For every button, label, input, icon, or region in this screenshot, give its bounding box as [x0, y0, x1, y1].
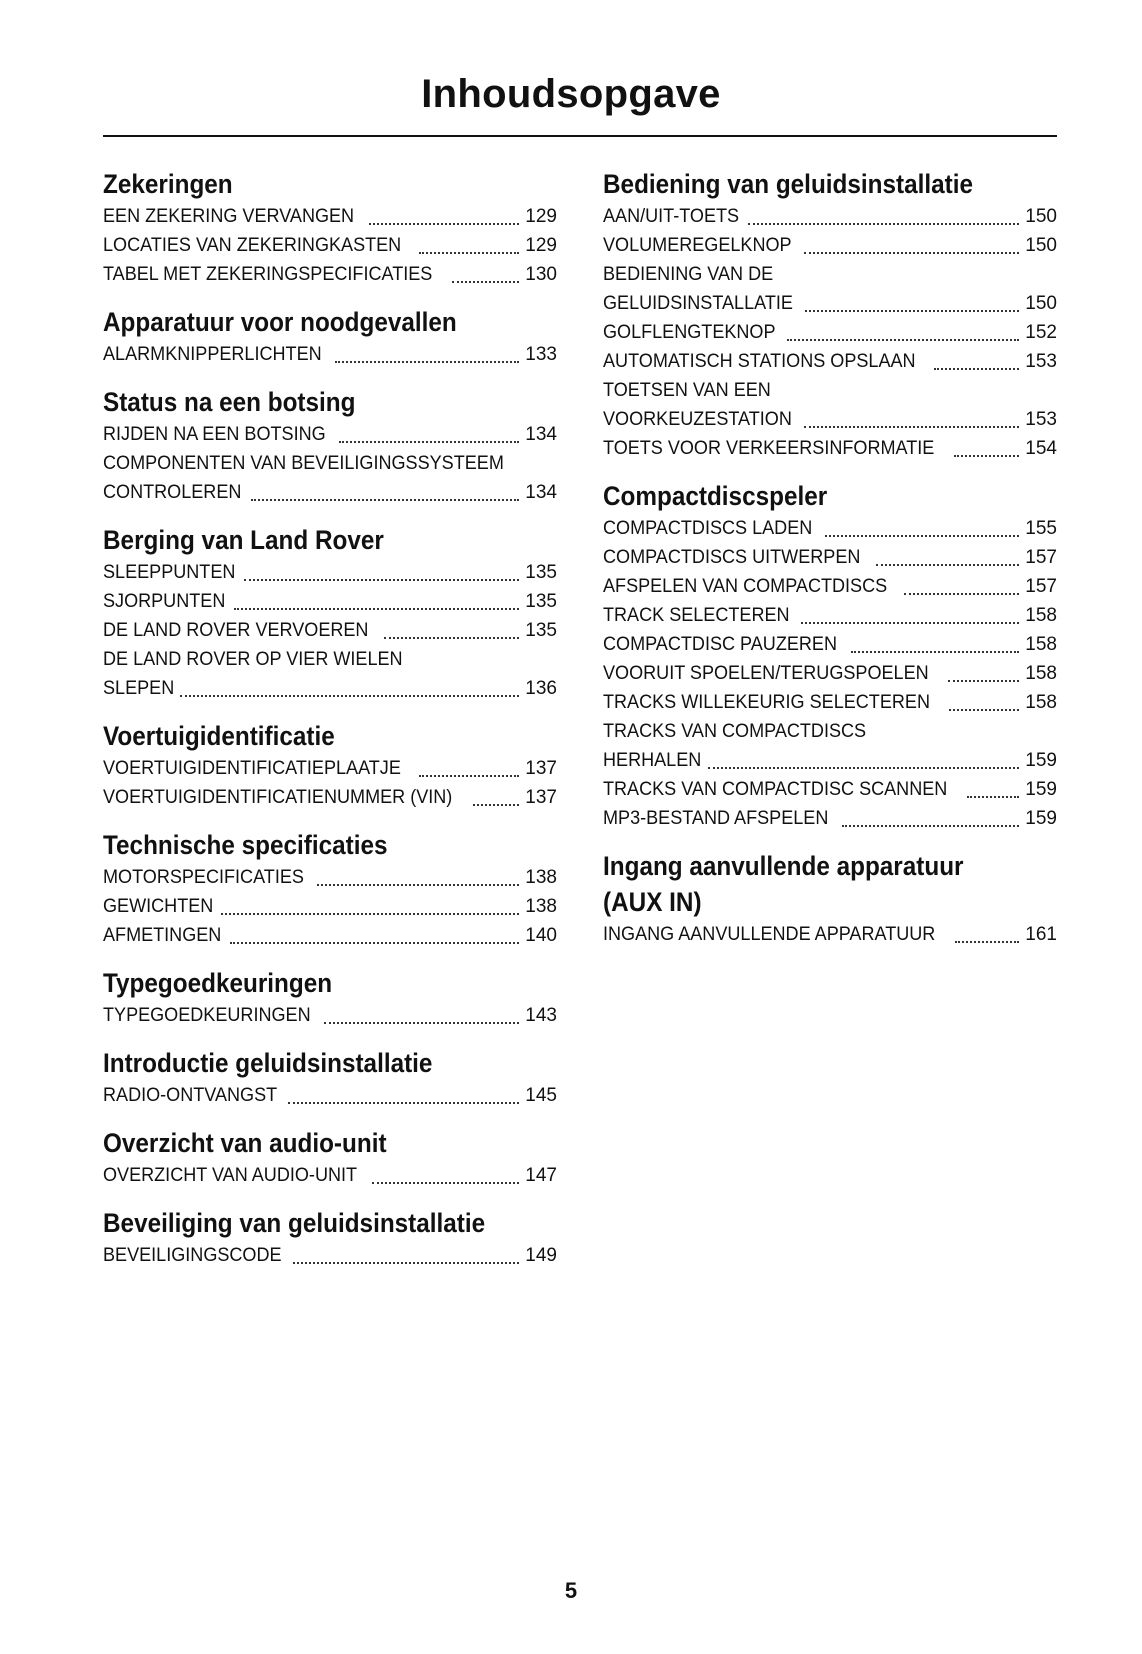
entry-label: SLEPEN	[103, 678, 175, 699]
dot-leader	[842, 819, 1019, 827]
entry-row	[603, 572, 1057, 601]
entry-page-number: 152	[1025, 322, 1057, 343]
toc-entry[interactable]	[603, 688, 1057, 717]
entry-row	[603, 601, 1057, 630]
page-number: 5	[564, 1578, 578, 1603]
toc-entry[interactable]	[103, 1241, 557, 1270]
entry-row	[603, 434, 1057, 463]
entry-page-number: 130	[525, 264, 557, 285]
entry-page-number: 134	[525, 424, 557, 445]
entry-row	[103, 558, 557, 587]
entry-page-number: 153	[1025, 409, 1057, 430]
toc-entry[interactable]	[103, 892, 557, 921]
toc-entry[interactable]	[603, 318, 1057, 347]
entry-page-number: 158	[1025, 663, 1057, 684]
entry-page-number: 134	[525, 482, 557, 503]
toc-entry[interactable]	[103, 558, 557, 587]
entry-label: VOORUIT SPOELEN/TERUGSPOELEN	[603, 663, 929, 684]
entry-page-number: 137	[525, 787, 557, 808]
entry-row	[103, 674, 557, 703]
toc-entry[interactable]	[103, 783, 557, 812]
entry-row	[603, 514, 1057, 543]
toc-entry[interactable]	[103, 587, 557, 616]
entry-label: SJORPUNTEN	[103, 591, 226, 612]
toc-entry[interactable]	[603, 804, 1057, 833]
entry-page-number: 158	[1025, 692, 1057, 713]
dot-leader	[804, 420, 1019, 428]
entry-list	[103, 1081, 557, 1110]
entry-row	[603, 543, 1057, 572]
entry-row	[103, 754, 557, 783]
entry-list	[103, 1161, 557, 1190]
toc-entry[interactable]	[603, 202, 1057, 231]
entry-list	[103, 863, 557, 950]
toc-entry[interactable]	[103, 754, 557, 783]
entry-row	[103, 1161, 557, 1190]
dot-leader	[293, 1256, 519, 1264]
toc-section	[103, 522, 557, 703]
section-heading: Beveiliging van geluidsinstallatie	[103, 1208, 486, 1238]
toc-entry[interactable]	[103, 1081, 557, 1110]
section-heading: Compactdiscspeler	[603, 481, 828, 511]
dot-leader	[954, 449, 1019, 457]
toc-section	[103, 384, 557, 507]
entry-label: TABEL MET ZEKERINGSPECIFICATIES	[103, 264, 433, 285]
toc-entry[interactable]	[603, 543, 1057, 572]
entry-page-number: 161	[1025, 924, 1057, 945]
entry-page-number: 149	[525, 1245, 557, 1266]
entry-label: VOERTUIGIDENTIFICATIEPLAATJE	[103, 758, 401, 779]
entry-row	[603, 231, 1057, 260]
entry-page-number: 135	[525, 562, 557, 583]
section-heading: Berging van Land Rover	[103, 525, 384, 555]
toc-entry[interactable]	[603, 659, 1057, 688]
entry-label-line: BEDIENING VAN DE	[603, 264, 774, 285]
toc-entry[interactable]	[103, 420, 557, 449]
toc-left-column	[103, 166, 557, 1285]
entry-page-number: 140	[525, 925, 557, 946]
toc-entry[interactable]	[603, 717, 1057, 775]
entry-label: VOORKEUZESTATION	[603, 409, 792, 430]
entry-row	[603, 920, 1057, 949]
dot-leader	[801, 616, 1019, 624]
entry-label: RIJDEN NA EEN BOTSING	[103, 424, 326, 445]
entry-row	[103, 921, 557, 950]
entry-row	[603, 659, 1057, 688]
toc-section	[103, 718, 557, 812]
entry-label: TRACK SELECTEREN	[603, 605, 790, 626]
toc-section	[603, 166, 1057, 463]
title-rule	[103, 135, 1057, 137]
entry-row	[103, 863, 557, 892]
toc-entry[interactable]	[603, 347, 1057, 376]
entry-row	[103, 1001, 557, 1030]
entry-page-number: 147	[525, 1165, 557, 1186]
dot-leader	[288, 1096, 519, 1104]
section-heading-line2: (AUX IN)	[603, 887, 702, 917]
entry-page-number: 138	[525, 867, 557, 888]
entry-list	[103, 202, 557, 289]
entry-page-number: 136	[525, 678, 557, 699]
entry-row	[603, 746, 1057, 775]
dot-leader	[244, 573, 519, 581]
entry-page-number: 145	[525, 1085, 557, 1106]
toc-section	[103, 827, 557, 950]
entry-label: MP3-BESTAND AFSPELEN	[603, 808, 829, 829]
entry-label-line: COMPONENTEN VAN BEVEILIGINGSSYSTEEM	[103, 453, 504, 474]
entry-row	[603, 804, 1057, 833]
entry-page-number: 153	[1025, 351, 1057, 372]
entry-label: EEN ZEKERING VERVANGEN	[103, 206, 355, 227]
entry-row	[103, 260, 557, 289]
entry-list	[103, 1241, 557, 1270]
dot-leader	[230, 936, 519, 944]
toc-entry[interactable]	[603, 231, 1057, 260]
entry-page-number: 154	[1025, 438, 1057, 459]
entry-page-number: 133	[525, 344, 557, 365]
entry-row	[103, 231, 557, 260]
dot-leader	[748, 217, 1019, 225]
entry-label: CONTROLEREN	[103, 482, 242, 503]
toc-section	[103, 1045, 557, 1110]
entry-label: COMPACTDISC PAUZEREN	[603, 634, 838, 655]
entry-row	[603, 630, 1057, 659]
entry-label: SLEEPPUNTEN	[103, 562, 236, 583]
entry-page-number: 129	[525, 206, 557, 227]
toc-entry[interactable]	[103, 340, 557, 369]
section-heading: Apparatuur voor noodgevallen	[103, 307, 457, 337]
entry-page-number: 150	[1025, 235, 1057, 256]
entry-list	[603, 514, 1057, 833]
toc-entry[interactable]	[603, 572, 1057, 601]
toc-section	[103, 1125, 557, 1190]
toc-entry[interactable]	[103, 1001, 557, 1030]
entry-row	[103, 478, 557, 507]
toc-entry[interactable]	[603, 630, 1057, 659]
entry-label: TRACKS WILLEKEURIG SELECTEREN	[603, 692, 930, 713]
toc-entry[interactable]	[603, 434, 1057, 463]
entry-page-number: 159	[1025, 808, 1057, 829]
entry-list	[603, 920, 1057, 949]
toc-entry[interactable]	[103, 616, 557, 645]
entry-page-number: 158	[1025, 634, 1057, 655]
entry-row	[103, 783, 557, 812]
entry-label: ALARMKNIPPERLICHTEN	[103, 344, 322, 365]
entry-page-number: 157	[1025, 547, 1057, 568]
section-heading: Technische specificaties	[103, 830, 388, 860]
entry-label-line: TOETSEN VAN EEN	[603, 380, 771, 401]
entry-page-number: 159	[1025, 750, 1057, 771]
entry-page-number: 150	[1025, 293, 1057, 314]
section-heading: Voertuigidentificatie	[103, 721, 335, 751]
entry-label-line: DE LAND ROVER OP VIER WIELEN	[103, 649, 403, 670]
entry-page-number: 129	[525, 235, 557, 256]
entry-page-number: 155	[1025, 518, 1057, 539]
entry-row	[103, 202, 557, 231]
entry-label: LOCATIES VAN ZEKERINGKASTEN	[103, 235, 402, 256]
entry-page-number: 157	[1025, 576, 1057, 597]
toc-entry[interactable]	[103, 202, 557, 231]
entry-list	[103, 340, 557, 369]
section-heading: Status na een botsing	[103, 387, 356, 417]
toc-entry[interactable]	[603, 920, 1057, 949]
entry-row	[103, 340, 557, 369]
section-heading: Bediening van geluidsinstallatie	[603, 169, 973, 199]
entry-label: AUTOMATISCH STATIONS OPSLAAN	[603, 351, 916, 372]
entry-label-line: TRACKS VAN COMPACTDISCS	[603, 721, 867, 742]
entry-label: OVERZICHT VAN AUDIO-UNIT	[103, 1165, 358, 1186]
entry-label: GOLFLENGTEKNOP	[603, 322, 776, 343]
dot-leader	[452, 275, 519, 283]
toc-entry[interactable]	[603, 775, 1057, 804]
entry-row	[103, 587, 557, 616]
entry-label: TYPEGOEDKEURINGEN	[103, 1005, 311, 1026]
toc-entry[interactable]	[103, 231, 557, 260]
entry-row	[603, 688, 1057, 717]
entry-label: COMPACTDISCS LADEN	[603, 518, 813, 539]
entry-row	[603, 347, 1057, 376]
dot-leader	[876, 558, 1019, 566]
toc-entry[interactable]	[603, 260, 1057, 318]
toc-entry[interactable]	[103, 449, 557, 507]
toc-section	[103, 965, 557, 1030]
entry-page-number: 150	[1025, 206, 1057, 227]
toc-entry[interactable]	[103, 260, 557, 289]
entry-list	[103, 754, 557, 812]
toc-entry[interactable]	[603, 514, 1057, 543]
toc-section	[603, 478, 1057, 833]
toc-section	[103, 304, 557, 369]
entry-row	[603, 775, 1057, 804]
entry-row	[103, 1081, 557, 1110]
entry-label: DE LAND ROVER VERVOEREN	[103, 620, 369, 641]
entry-page-number: 137	[525, 758, 557, 779]
dot-leader	[955, 935, 1019, 943]
dot-leader	[251, 493, 519, 501]
dot-leader	[904, 587, 1019, 595]
dot-leader	[708, 761, 1019, 769]
entry-label: VOERTUIGIDENTIFICATIENUMMER (VIN)	[103, 787, 453, 808]
entry-label: TOETS VOOR VERKEERSINFORMATIE	[603, 438, 935, 459]
entry-row	[103, 1241, 557, 1270]
dot-leader	[324, 1016, 519, 1024]
dot-leader	[787, 333, 1019, 341]
entry-label: RADIO-ONTVANGST	[103, 1085, 278, 1106]
dot-leader	[419, 769, 519, 777]
toc-section	[103, 166, 557, 289]
entry-label: MOTORSPECIFICATIES	[103, 867, 304, 888]
dot-leader	[934, 362, 1019, 370]
entry-list	[103, 558, 557, 703]
dot-leader	[384, 631, 519, 639]
dot-leader	[419, 246, 519, 254]
page-title: Inhoudsopgave	[421, 72, 721, 116]
entry-list	[103, 1001, 557, 1030]
entry-label: BEVEILIGINGSCODE	[103, 1245, 282, 1266]
dot-leader	[335, 355, 519, 363]
dot-leader	[221, 907, 519, 915]
dot-leader	[473, 798, 519, 806]
toc-right-column	[603, 166, 1057, 964]
toc-entry[interactable]	[603, 376, 1057, 434]
dot-leader	[851, 645, 1019, 653]
entry-label: COMPACTDISCS UITWERPEN	[603, 547, 861, 568]
entry-row	[603, 318, 1057, 347]
dot-leader	[234, 602, 519, 610]
dot-leader	[805, 304, 1019, 312]
section-heading: Ingang aanvullende apparatuur	[603, 851, 964, 881]
entry-label: HERHALEN	[603, 750, 702, 771]
toc-entry[interactable]	[103, 921, 557, 950]
entry-row	[603, 202, 1057, 231]
entry-label: AFMETINGEN	[103, 925, 222, 946]
toc-entry[interactable]	[603, 601, 1057, 630]
dot-leader	[369, 217, 519, 225]
toc-section	[103, 1205, 557, 1270]
section-heading: Introductie geluidsinstallatie	[103, 1048, 433, 1078]
section-heading: Zekeringen	[103, 169, 233, 199]
section-heading: Overzicht van audio-unit	[103, 1128, 387, 1158]
toc-entry[interactable]	[103, 863, 557, 892]
dot-leader	[967, 790, 1019, 798]
entry-page-number: 138	[525, 896, 557, 917]
entry-page-number: 158	[1025, 605, 1057, 626]
entry-label: AAN/UIT-TOETS	[603, 206, 740, 227]
entry-row	[103, 892, 557, 921]
dot-leader	[317, 878, 520, 886]
toc-entry[interactable]	[103, 1161, 557, 1190]
dot-leader	[949, 703, 1019, 711]
entry-list	[103, 420, 557, 507]
dot-leader	[948, 674, 1019, 682]
entry-label: TRACKS VAN COMPACTDISC SCANNEN	[603, 779, 948, 800]
entry-label: GELUIDSINSTALLATIE	[603, 293, 793, 314]
entry-page-number: 135	[525, 620, 557, 641]
entry-row	[603, 289, 1057, 318]
entry-label: AFSPELEN VAN COMPACTDISCS	[603, 576, 888, 597]
entry-row	[603, 405, 1057, 434]
dot-leader	[339, 435, 519, 443]
entry-label: INGANG AANVULLENDE APPARATUUR	[603, 924, 936, 945]
toc-entry[interactable]	[103, 645, 557, 703]
dot-leader	[180, 689, 519, 697]
entry-page-number: 143	[525, 1005, 557, 1026]
entry-row	[103, 420, 557, 449]
entry-page-number: 135	[525, 591, 557, 612]
dot-leader	[372, 1176, 519, 1184]
entry-page-number: 159	[1025, 779, 1057, 800]
entry-row	[103, 616, 557, 645]
dot-leader	[804, 246, 1020, 254]
entry-label: VOLUMEREGELKNOP	[603, 235, 792, 256]
entry-label: GEWICHTEN	[103, 896, 214, 917]
section-heading: Typegoedkeuringen	[103, 968, 333, 998]
entry-list	[603, 202, 1057, 463]
dot-leader	[825, 529, 1019, 537]
toc-section	[603, 848, 1057, 949]
